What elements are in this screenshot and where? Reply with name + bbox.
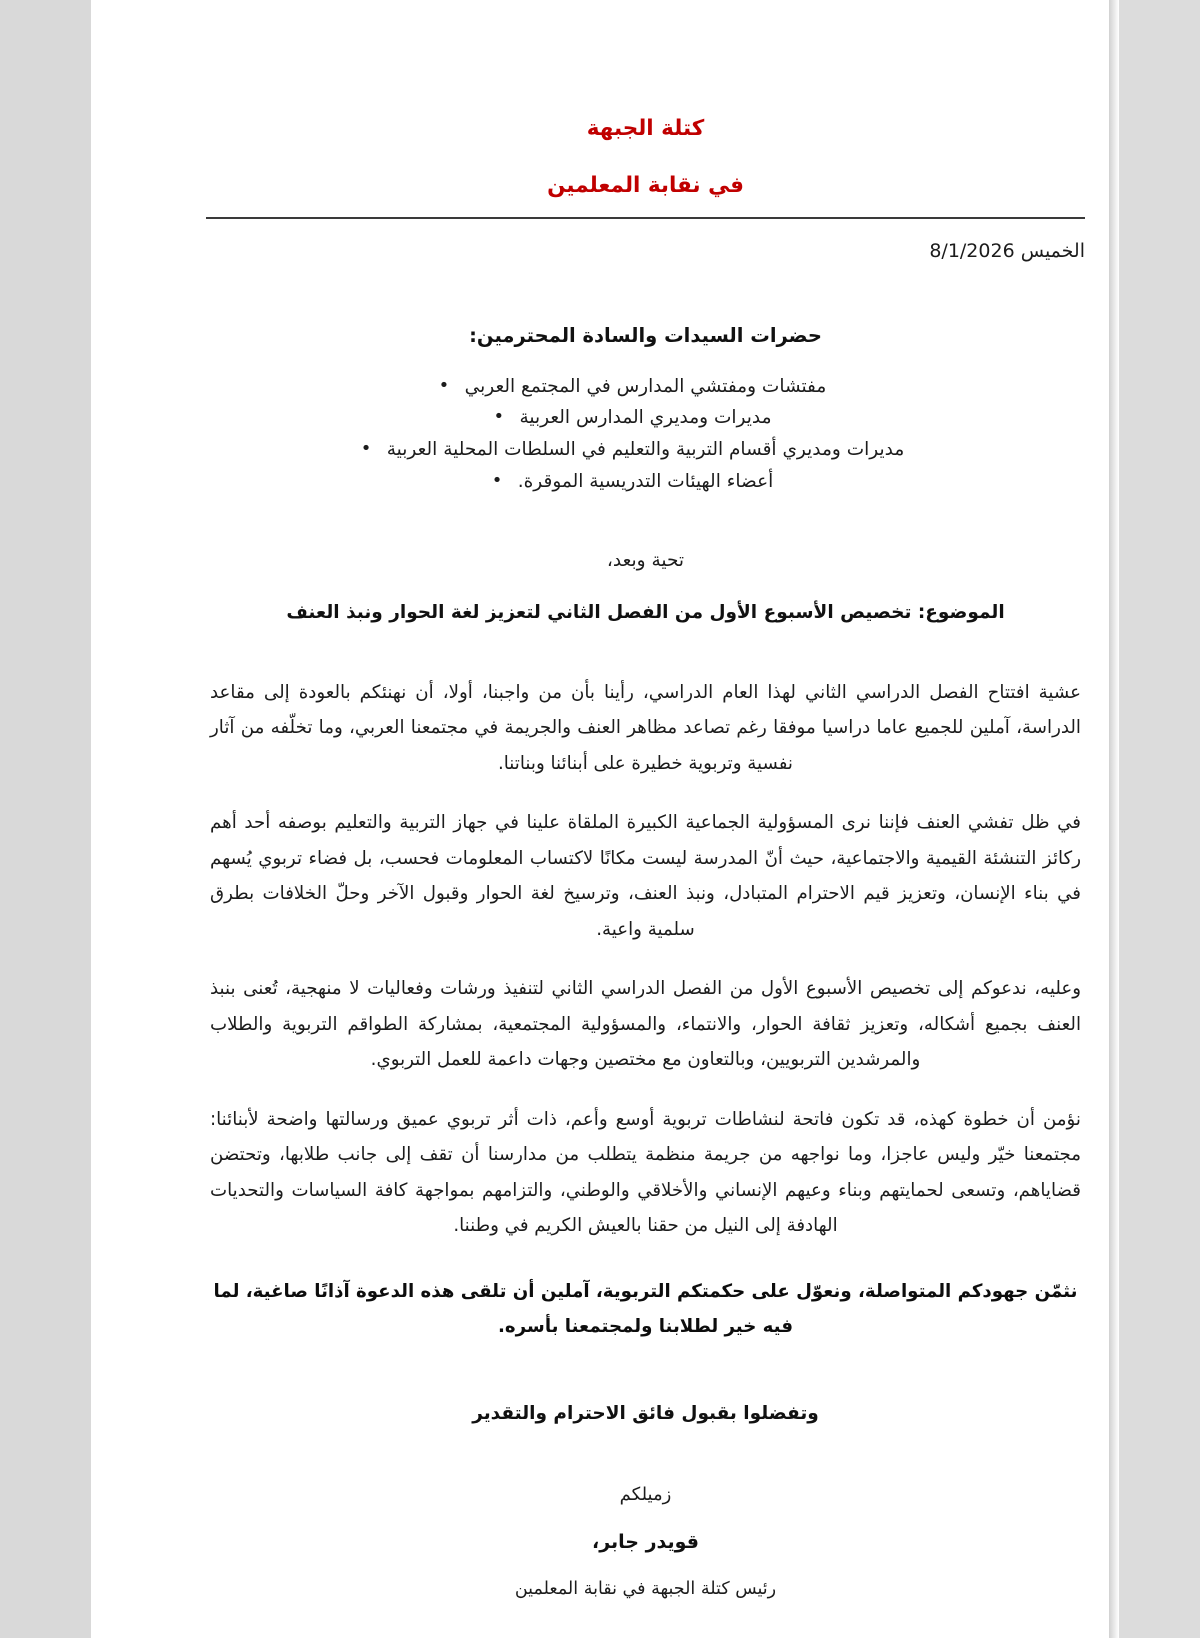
greeting: تحية وبعد، bbox=[606, 549, 685, 571]
signature-block bbox=[206, 1484, 1085, 1599]
addressee-list bbox=[206, 371, 1085, 498]
document-page bbox=[91, 0, 1200, 1638]
addressee-label: أعضاء الهيئات التدريسية الموقرة. • bbox=[518, 466, 774, 498]
paragraph: عشية افتتاح الفصل الدراسي الثاني لهذا العام الدراسي، رأينا بأن من واجبنا، أولا، أن نهنئكم بالعودة إلى مقاعد الدراسة، آملين للجميع عاما دراسيا موفقا رغم تصاعد مظاهر العنف والجريمة في مجتمعنا العربي، وما تخلّفه من آثار نفسية وتربوية خطيرة على أبنائنا وبناتنا. bbox=[210, 681, 1081, 774]
closing-salutation: وتفضلوا بقبول فائق الاحترام والتقدير bbox=[472, 1402, 819, 1424]
paragraph-emphasis: نثمّن جهودكم المتواصلة، ونعوّل على حكمتكم التربوية، آملين أن تلقى هذه الدعوة آذانًا صاغية، لما فيه خير لطلابنا ولمجتمعنا بأسره. bbox=[213, 1280, 1078, 1338]
addressee-label: مديرات ومديري أقسام التربية والتعليم في السلطات المحلية العربية • bbox=[387, 434, 905, 466]
letterhead bbox=[206, 112, 1085, 203]
letterhead-title-line1: كتلة الجبهة bbox=[586, 116, 705, 141]
date-day: الخميس bbox=[1020, 239, 1085, 262]
document-content bbox=[91, 0, 1200, 1638]
list-item bbox=[206, 466, 1085, 498]
signature-from: زميلكم bbox=[619, 1483, 672, 1505]
list-item bbox=[206, 434, 1085, 466]
paragraph: نؤمن أن خطوة كهذه، قد تكون فاتحة لنشاطات تربوية أوسع وأعم، ذات أثر تربوي عميق ورسالتها واضحة لأبنائنا: مجتمعنا خيّر وليس عاجزا، وما نواجهه من جريمة منظمة يتطلب من مدارسنا أن تقف إلى جانب طلابها، وتحتضن قضاياهم، وتسعى لحمايتهم وبناء وعيهم الإنساني والأخلاقي والوطني، والتزامهم بمواجهة كافة السياسات والتحديات الهادفة إلى النيل من حقنا بالعيش الكريم في وطننا. bbox=[210, 1108, 1081, 1237]
paragraph: في ظل تفشي العنف فإننا نرى المسؤولية الجماعية الكبيرة الملقاة علينا في جهاز التربية والتعليم بوصفه أحد أهم ركائز التنشئة القيمية والاجتماعية، حيث أنّ المدرسة ليست مكانًا لاكتساب المعلومات فحسب، بل فضاء تربوي يُسهم في بناء الإنسان، وتعزيز قيم الاحترام المتبادل، ونبذ العنف، وترسيخ لغة الحوار وقبول الآخر وحلّ الخلافات بطرق سلمية واعية. bbox=[210, 812, 1081, 940]
page-shadow bbox=[1109, 0, 1119, 1638]
list-item bbox=[206, 402, 1085, 434]
subject-line: الموضوع: تخصيص الأسبوع الأول من الفصل الثاني لتعزيز لغة الحوار ونبذ العنف bbox=[286, 601, 1005, 623]
date-value: 8/1/2026 bbox=[929, 239, 1015, 262]
addressee-label: مفتشات ومفتشي المدارس في المجتمع العربي • bbox=[465, 371, 827, 403]
page-gutter bbox=[1119, 0, 1200, 1638]
paragraph: وعليه، ندعوكم إلى تخصيص الأسبوع الأول من الفصل الدراسي الثاني لتنفيذ ورشات وفعاليات لا منهجية، تُعنى بنبذ العنف بجميع أشكاله، وتعزيز ثقافة الحوار، والانتماء، والمسؤولية المجتمعية، بمشاركة الطواقم التربوية والطلاب والمرشدين التربويين، وبالتعاون مع مختصين وجهات داعمة للعمل التربوي. bbox=[210, 978, 1081, 1071]
list-item bbox=[206, 371, 1085, 403]
date-line bbox=[206, 240, 1085, 262]
signature-role: رئيس كتلة الجبهة في نقابة المعلمين bbox=[514, 1578, 777, 1599]
signature-name: قويدر جابر، bbox=[591, 1530, 699, 1553]
letterhead-title-line2: في نقابة المعلمين bbox=[547, 173, 744, 199]
addressee-label: مديرات ومديري المدارس العربية • bbox=[520, 402, 772, 434]
header-divider bbox=[206, 217, 1085, 219]
salutation: حضرات السيدات والسادة المحترمين: bbox=[469, 323, 822, 347]
body-text bbox=[206, 675, 1085, 1345]
